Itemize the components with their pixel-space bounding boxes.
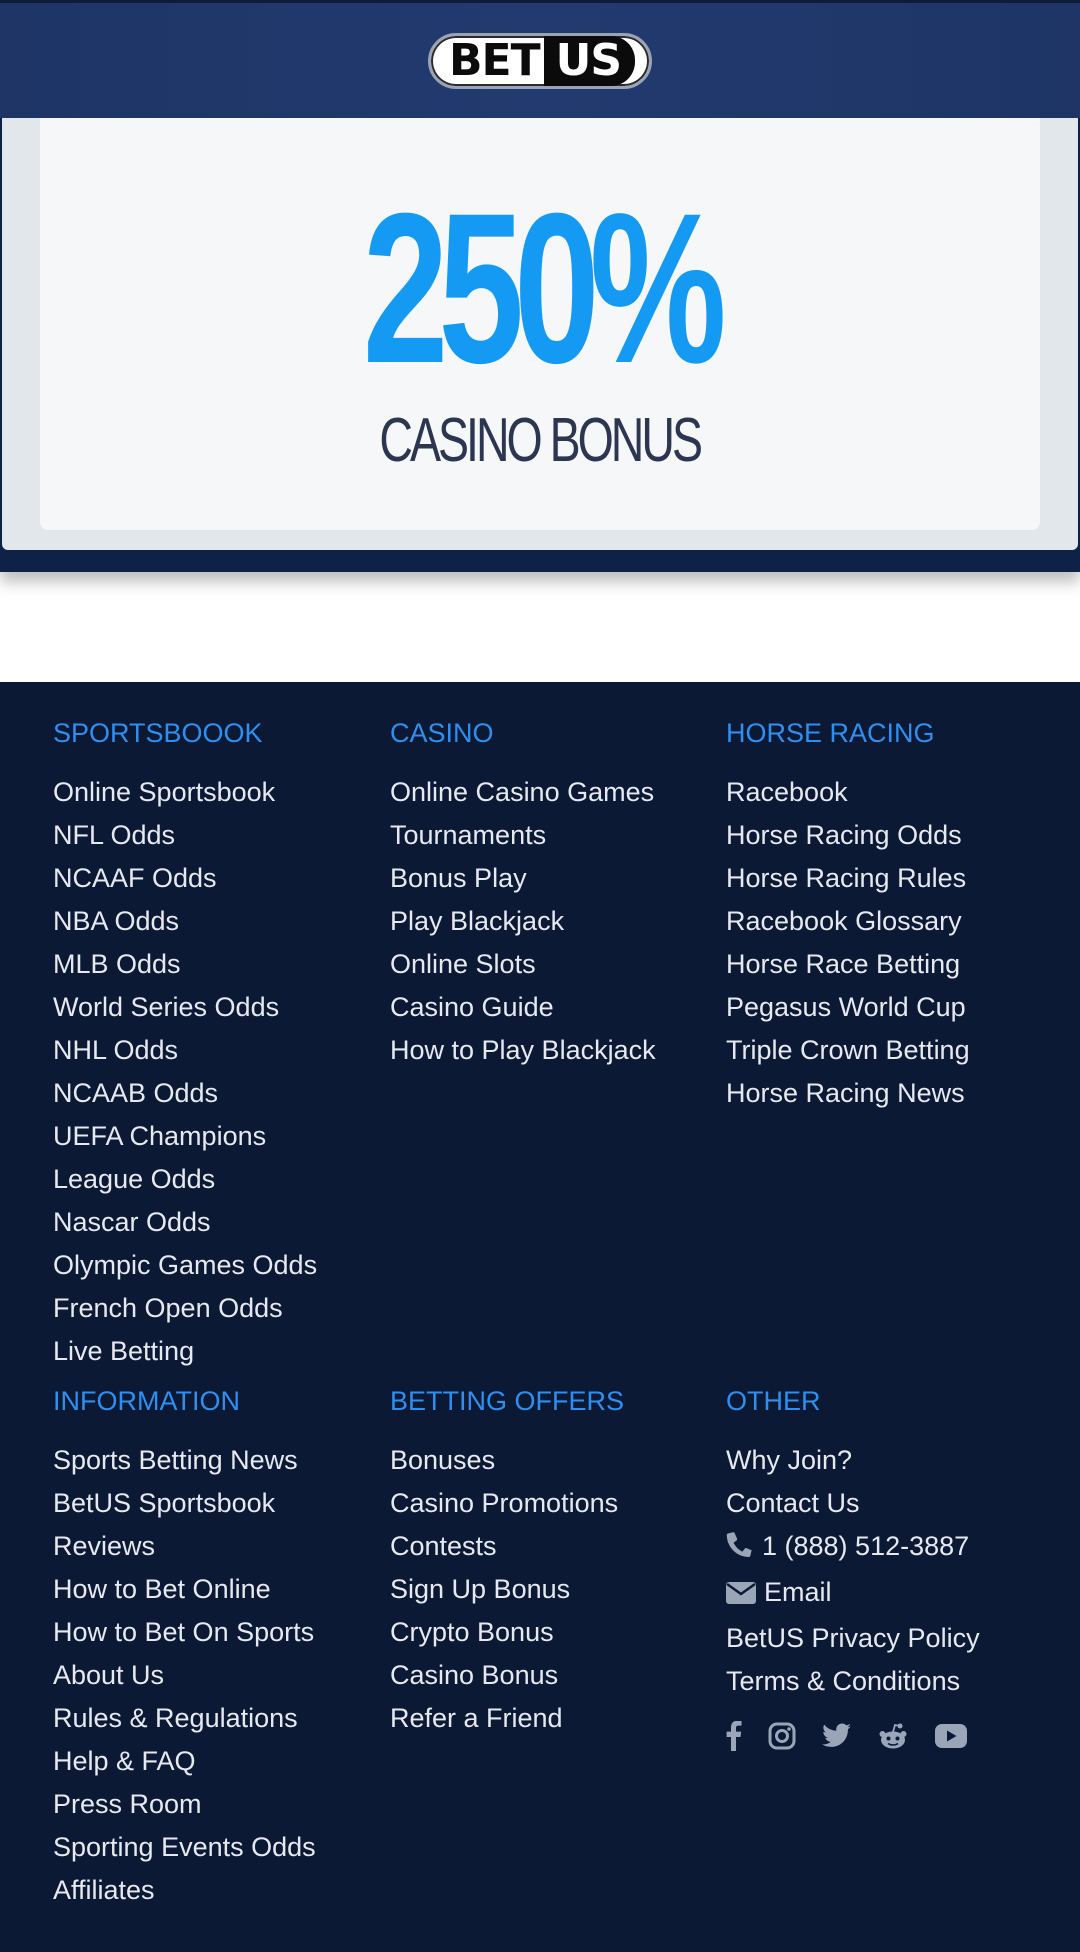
footer-link[interactable] [53, 1244, 383, 1287]
footer-link-label: Online Casino Games [390, 777, 655, 807]
footer-link[interactable] [53, 1697, 383, 1740]
footer-link-label: How to Bet On Sports [53, 1617, 315, 1647]
footer-link-list [53, 1439, 383, 1912]
youtube-icon[interactable] [934, 1723, 968, 1754]
footer-link-label: Racebook [726, 777, 848, 807]
twitter-icon[interactable] [822, 1723, 852, 1754]
footer-link[interactable] [390, 1654, 720, 1697]
footer-link-label: Horse Racing Rules [726, 863, 967, 893]
footer-link-label: Bonuses [390, 1445, 496, 1475]
footer-link[interactable] [53, 1158, 383, 1201]
footer-link-label: Email [764, 1577, 832, 1607]
footer-column-sportsbook [53, 716, 383, 1373]
footer-link-list [726, 771, 1056, 1115]
footer-link[interactable] [53, 1826, 383, 1869]
footer-link-label: Horse Racing Odds [726, 820, 962, 850]
footer-link[interactable] [390, 1697, 720, 1740]
footer-link-label: World Series Odds [53, 992, 280, 1022]
footer-link[interactable] [53, 1287, 383, 1330]
footer-link[interactable] [53, 1568, 383, 1611]
footer-heading: INFORMATION [53, 1386, 240, 1416]
footer-link[interactable] [390, 1611, 720, 1654]
footer-link[interactable] [726, 1617, 1056, 1660]
footer-link-label: Triple Crown Betting [726, 1035, 970, 1065]
footer-link[interactable] [390, 771, 720, 814]
footer-link[interactable] [53, 857, 383, 900]
envelope-icon [726, 1574, 756, 1617]
site-footer [0, 682, 1080, 1952]
footer-link[interactable] [390, 943, 720, 986]
footer-link-label: About Us [53, 1660, 165, 1690]
footer-link-label: BetUS Sportsbook [53, 1488, 276, 1518]
logo-text-us: US [544, 36, 635, 86]
footer-link-label: 1 (888) 512-3887 [762, 1531, 970, 1561]
footer-link[interactable] [390, 1439, 720, 1482]
instagram-icon[interactable] [768, 1722, 796, 1755]
footer-link[interactable] [53, 814, 383, 857]
footer-heading: SPORTSBOOOK [53, 718, 263, 748]
footer-link[interactable] [53, 900, 383, 943]
hero-percent: 250% [363, 169, 717, 408]
footer-link-label: Tournaments [390, 820, 547, 850]
hero-banner [0, 118, 1080, 572]
footer-link-label: League Odds [53, 1164, 216, 1194]
footer-link[interactable] [53, 1783, 383, 1826]
footer-link[interactable] [390, 1482, 720, 1525]
footer-link-label: Contact Us [726, 1488, 860, 1518]
footer-column-information [53, 1384, 383, 1912]
footer-link[interactable] [53, 1439, 383, 1482]
footer-link[interactable] [53, 1482, 383, 1525]
footer-link[interactable] [726, 1571, 1056, 1617]
hero-card [2, 118, 1078, 550]
footer-link-label: Sign Up Bonus [390, 1574, 571, 1604]
footer-link[interactable] [390, 814, 720, 857]
footer-link-label: Contests [390, 1531, 497, 1561]
social-links [726, 1721, 1056, 1756]
footer-link[interactable] [726, 1482, 1056, 1525]
footer-link-label: Online Slots [390, 949, 536, 979]
logo-text-bet: BET [448, 34, 540, 86]
footer-link-label: Play Blackjack [390, 906, 565, 936]
footer-link-list [726, 1439, 1056, 1703]
footer-link-label: Casino Promotions [390, 1488, 619, 1518]
footer-link[interactable] [726, 943, 1056, 986]
footer-link[interactable] [53, 1869, 383, 1912]
footer-link[interactable] [726, 900, 1056, 943]
footer-link-list [390, 771, 720, 1072]
footer-link[interactable] [53, 1740, 383, 1783]
footer-link[interactable] [53, 1525, 383, 1568]
footer-link[interactable] [53, 1072, 383, 1115]
footer-link-label: Crypto Bonus [390, 1617, 554, 1647]
footer-link-label: Pegasus World Cup [726, 992, 966, 1022]
footer-link[interactable] [726, 1525, 1056, 1571]
footer-link-label: NCAAF Odds [53, 863, 217, 893]
footer-link-label: Reviews [53, 1531, 156, 1561]
footer-link[interactable] [726, 771, 1056, 814]
footer-link-label: How to Bet Online [53, 1574, 271, 1604]
footer-link-label: Terms & Conditions [726, 1666, 961, 1696]
hero-subtitle: CASINO BONUS [379, 406, 701, 475]
footer-link[interactable] [726, 857, 1056, 900]
footer-link-list [53, 771, 383, 1373]
footer-link[interactable] [726, 1072, 1056, 1115]
footer-link[interactable] [390, 900, 720, 943]
footer-link-label: How to Play Blackjack [390, 1035, 656, 1065]
footer-link[interactable] [726, 986, 1056, 1029]
footer-column-casino [390, 716, 720, 1072]
footer-link-label: Online Sportsbook [53, 777, 276, 807]
footer-link[interactable] [53, 1654, 383, 1697]
footer-link[interactable] [390, 986, 720, 1029]
footer-link-label: Bonus Play [390, 863, 527, 893]
footer-link-label: Horse Racing News [726, 1078, 965, 1108]
footer-link-label: Refer a Friend [390, 1703, 563, 1733]
footer-link-label: French Open Odds [53, 1293, 283, 1323]
phone-icon [726, 1528, 754, 1571]
footer-link-label: Olympic Games Odds [53, 1250, 318, 1280]
footer-link[interactable] [726, 1660, 1056, 1703]
betus-logo[interactable] [428, 33, 652, 89]
reddit-icon[interactable] [878, 1722, 908, 1755]
footer-link[interactable] [53, 986, 383, 1029]
footer-heading: CASINO [390, 718, 494, 748]
footer-link-label: MLB Odds [53, 949, 181, 979]
site-header [0, 0, 1080, 118]
footer-heading: OTHER [726, 1386, 821, 1416]
footer-heading: HORSE RACING [726, 718, 935, 748]
footer-link-label: Casino Bonus [390, 1660, 559, 1690]
footer-link[interactable] [726, 1029, 1056, 1072]
footer-link-label: Affiliates [53, 1875, 155, 1905]
footer-link-label: Live Betting [53, 1336, 195, 1366]
footer-link-label: Why Join? [726, 1445, 853, 1475]
footer-link-label: NBA Odds [53, 906, 180, 936]
footer-link-label: NFL Odds [53, 820, 176, 850]
hero-inner[interactable] [40, 118, 1040, 530]
footer-link-label: Sporting Events Odds [53, 1832, 316, 1862]
footer-link-label: Racebook Glossary [726, 906, 962, 936]
footer-column-horse-racing [726, 716, 1056, 1115]
footer-link-label: BetUS Privacy Policy [726, 1623, 980, 1653]
footer-link-list [390, 1439, 720, 1740]
footer-link-label: Horse Race Betting [726, 949, 961, 979]
footer-link[interactable] [53, 1201, 383, 1244]
footer-link[interactable] [53, 1611, 383, 1654]
footer-link[interactable] [53, 943, 383, 986]
footer-column-betting-offers [390, 1384, 720, 1740]
footer-link[interactable] [53, 771, 383, 814]
footer-link-label: Rules & Regulations [53, 1703, 298, 1733]
footer-link-label: Nascar Odds [53, 1207, 211, 1237]
footer-link[interactable] [390, 1029, 720, 1072]
footer-link-label: Press Room [53, 1789, 202, 1819]
footer-link[interactable] [726, 814, 1056, 857]
footer-link-label: NCAAB Odds [53, 1078, 219, 1108]
footer-link[interactable] [726, 1439, 1056, 1482]
footer-link[interactable] [390, 1525, 720, 1568]
footer-link[interactable] [53, 1029, 383, 1072]
footer-link-label: NHL Odds [53, 1035, 179, 1065]
footer-link-label: Sports Betting News [53, 1445, 298, 1475]
footer-link-label: Help & FAQ [53, 1746, 196, 1776]
footer-heading: BETTING OFFERS [390, 1386, 625, 1416]
footer-column-other [726, 1384, 1056, 1756]
footer-link-label: UEFA Champions [53, 1121, 267, 1151]
footer-link[interactable] [390, 1568, 720, 1611]
footer-link[interactable] [390, 857, 720, 900]
footer-link-label: Casino Guide [390, 992, 554, 1022]
footer-link[interactable] [53, 1115, 383, 1158]
facebook-icon[interactable] [726, 1721, 742, 1756]
footer-link[interactable] [53, 1330, 383, 1373]
